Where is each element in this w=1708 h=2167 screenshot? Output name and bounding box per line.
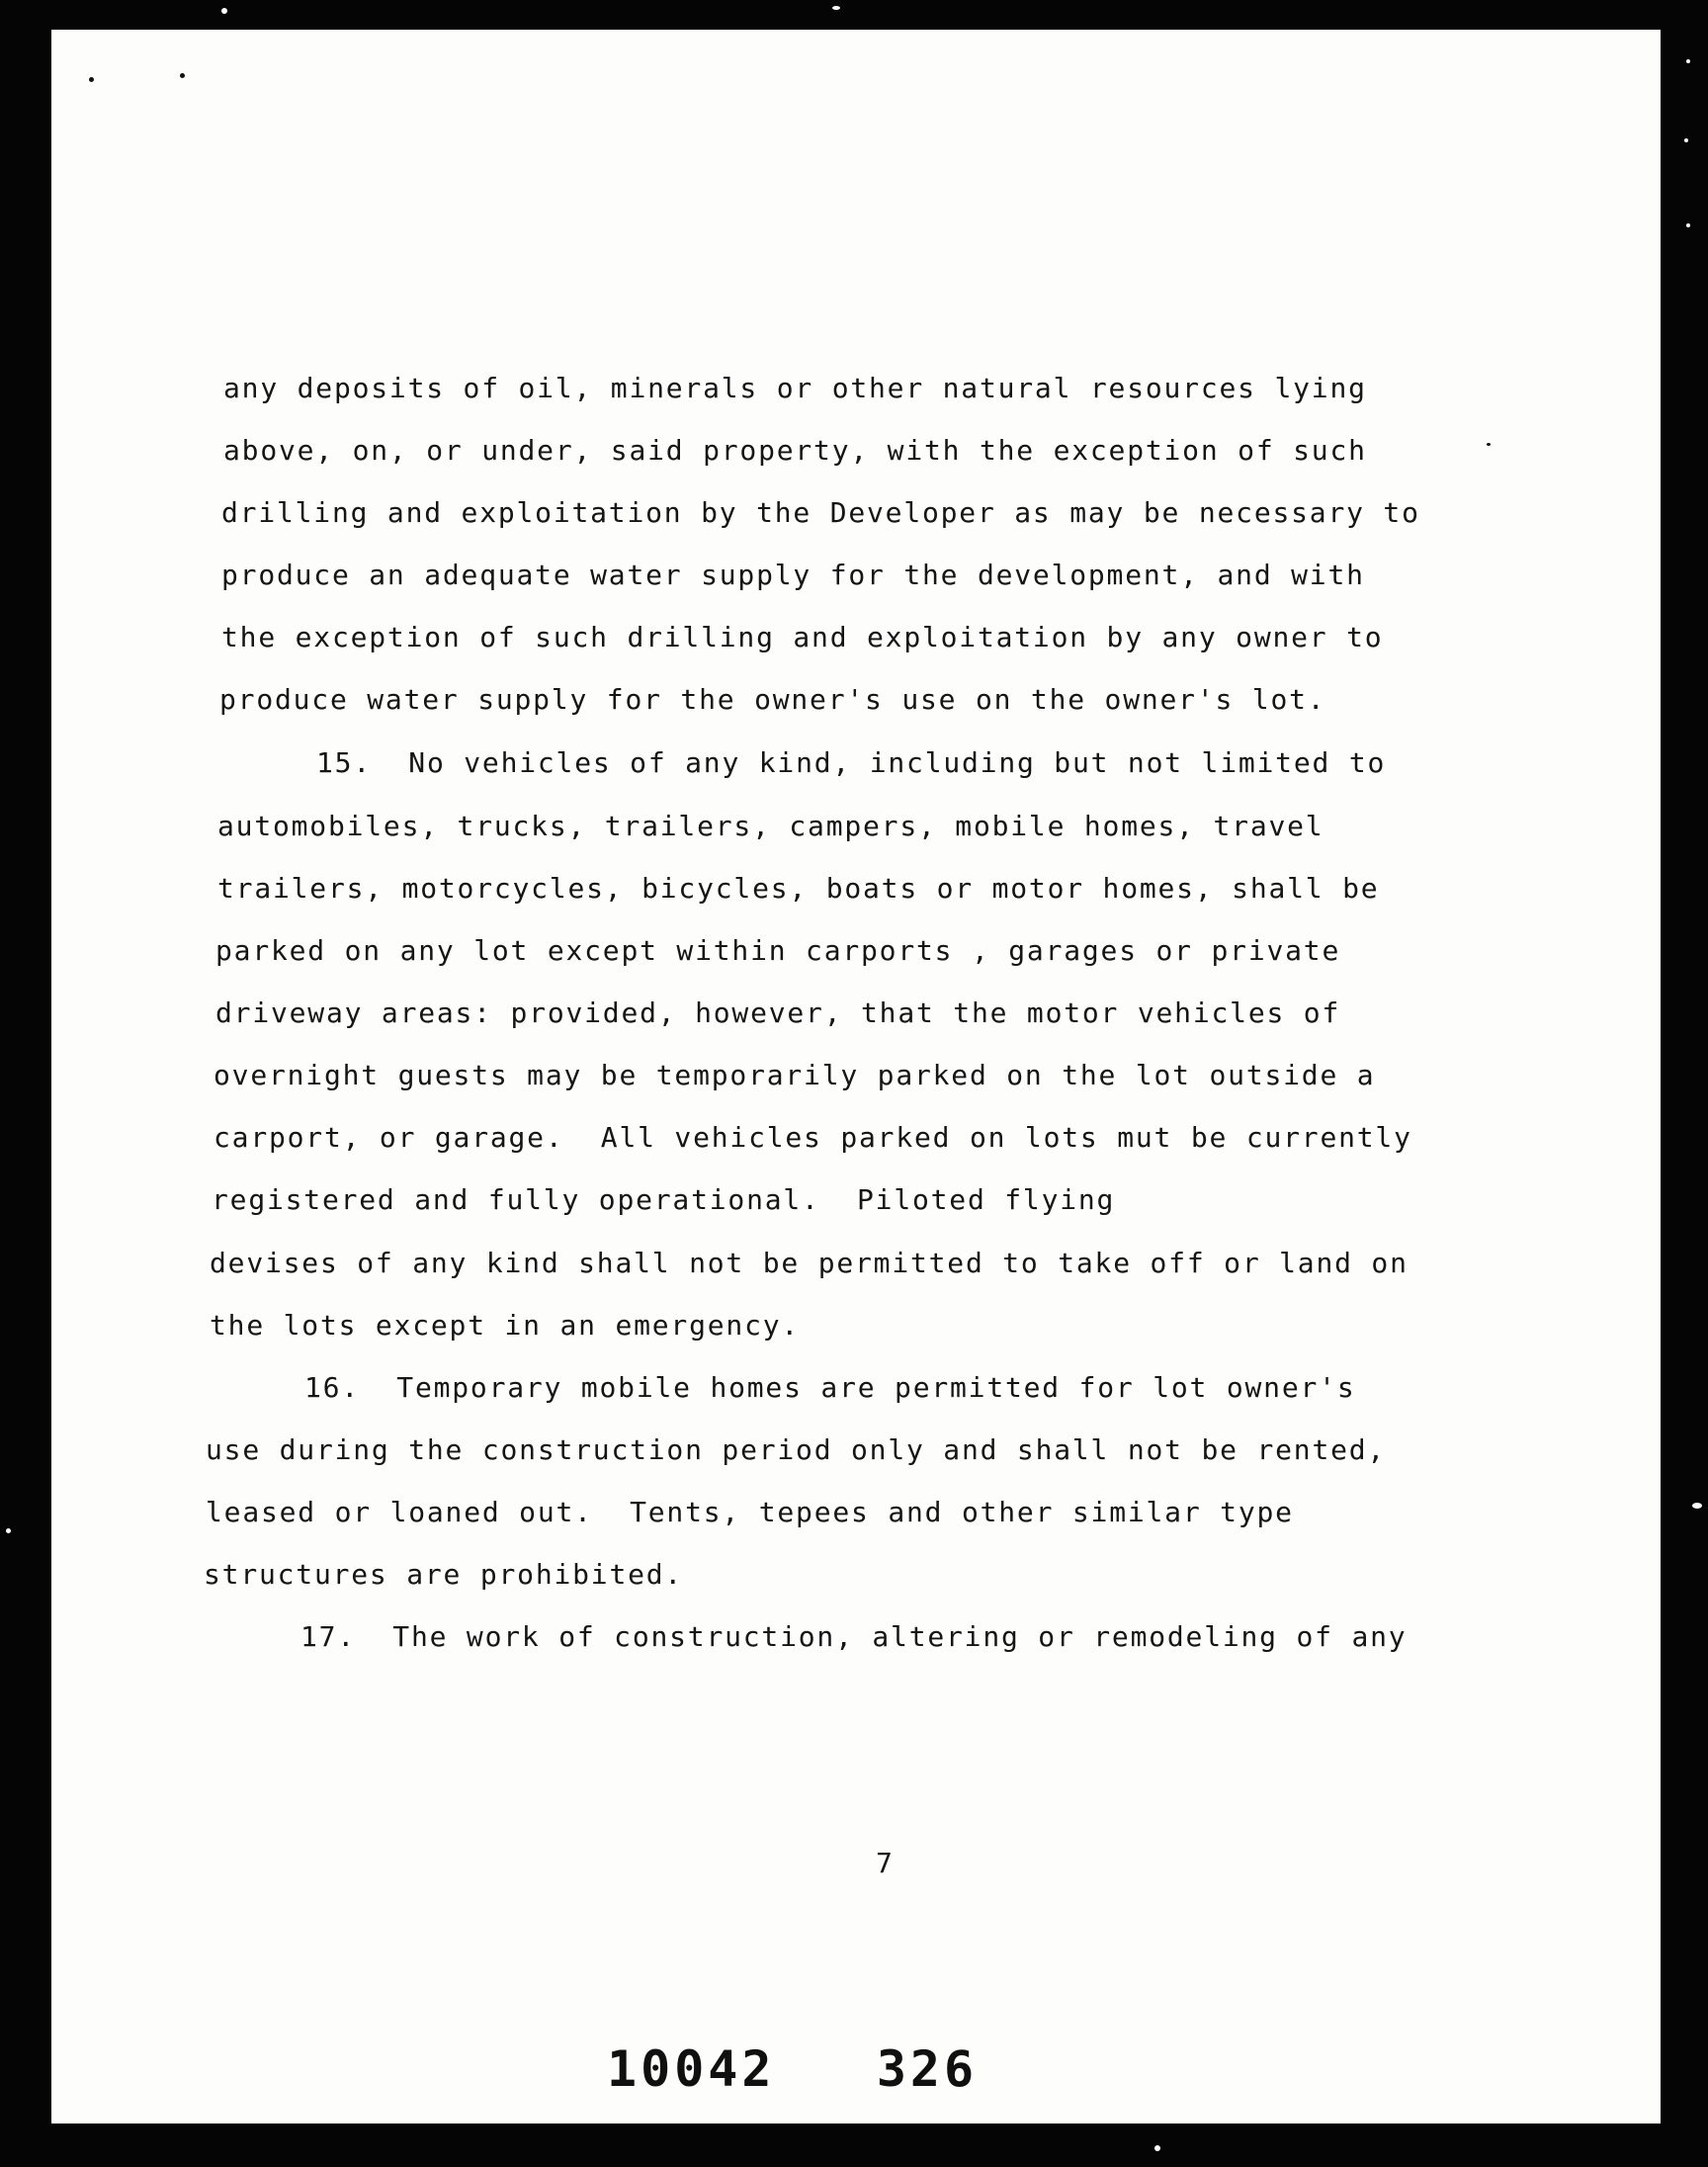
scan-speck	[221, 8, 227, 14]
scan-speck	[1686, 223, 1690, 227]
recording-stamp	[607, 2040, 978, 2098]
text-line: produce an adequate water supply for the development, and with	[221, 559, 1365, 591]
scan-speck	[1686, 59, 1690, 63]
text-line: leased or loaned out. Tents, tepees and other similar type	[206, 1496, 1294, 1528]
paragraph-17-start: 17. The work of construction, altering or remodeling of any	[300, 1620, 1408, 1653]
text-line: the exception of such drilling and exploitation by any owner to	[221, 621, 1384, 653]
paragraph-15-start: 15. No vehicles of any kind, including but not limited to	[316, 746, 1387, 779]
text-line: the lots except in an emergency.	[210, 1309, 801, 1342]
text-line: automobiles, trucks, trailers, campers, mobile homes, travel	[217, 810, 1324, 842]
page-number: 7	[876, 1847, 893, 1879]
paragraph-16-start: 16. Temporary mobile homes are permitted for lot owner's	[304, 1371, 1356, 1404]
text-line: structures are prohibited.	[204, 1558, 684, 1591]
text-line: any deposits of oil, minerals or other natural resources lying	[223, 372, 1367, 404]
text-line: above, on, or under, said property, with the exception of such	[223, 434, 1367, 467]
scan-speck	[1684, 138, 1688, 142]
text-line: drilling and exploitation by the Developer as may be necessary to	[221, 496, 1420, 529]
text-line: devises of any kind shall not be permitted to take off or land on	[210, 1247, 1409, 1279]
text-line: use during the construction period only and shall not be rented,	[206, 1433, 1387, 1466]
text-line: trailers, motorcycles, bicycles, boats or motor homes, shall be	[217, 872, 1380, 905]
text-line: produce water supply for the owner's use on the owner's lot.	[219, 683, 1326, 716]
document-body	[51, 30, 1661, 2124]
text-line: registered and fully operational. Piloted flying	[212, 1183, 1116, 1216]
scan-speck	[832, 6, 840, 10]
text-line: parked on any lot except within carports , garages or private	[215, 934, 1341, 967]
stamp-page-number: 326	[876, 2040, 979, 2098]
stamp-book-number: 10042	[607, 2040, 776, 2098]
scan-speck	[1692, 1503, 1702, 1509]
text-line: overnight guests may be temporarily parked on the lot outside a	[214, 1059, 1376, 1091]
stamp-spacer	[776, 2040, 877, 2098]
document-page	[51, 30, 1661, 2124]
text-line: carport, or garage. All vehicles parked on lots mut be currently	[214, 1121, 1412, 1154]
scan-speck	[6, 1528, 11, 1533]
text-line: driveway areas: provided, however, that the motor vehicles of	[215, 997, 1341, 1029]
scan-speck	[1154, 2145, 1160, 2151]
